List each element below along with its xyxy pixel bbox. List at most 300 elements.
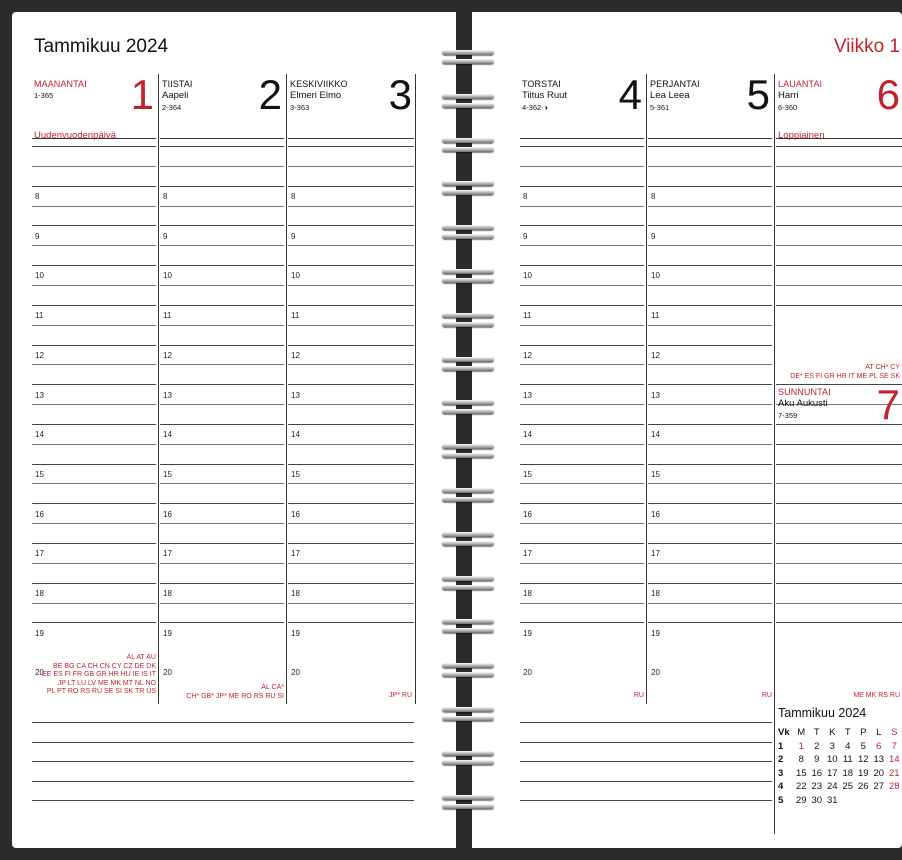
ruled-line (160, 424, 284, 425)
mini-calendar-header-cell: S (891, 727, 898, 739)
hour-label: 20 (291, 668, 300, 677)
ruled-line (32, 622, 156, 623)
ruled-line (160, 146, 284, 147)
ruled-line (288, 622, 414, 623)
ring-wire (442, 619, 494, 624)
ruled-line (648, 464, 772, 465)
country-codes-line: RU (761, 692, 772, 699)
hour-label: 19 (35, 629, 44, 638)
ruled-line (520, 503, 644, 504)
hour-label: 18 (291, 589, 300, 598)
ring-wire (442, 576, 494, 581)
day-column-torstai (520, 71, 644, 714)
hour-label: 17 (291, 549, 300, 558)
ruled-line (32, 444, 156, 445)
hour-label: 12 (163, 351, 172, 360)
ruled-line (648, 245, 772, 246)
ruled-line (648, 146, 772, 147)
spiral-ring (442, 177, 494, 199)
ruled-line (648, 325, 772, 326)
ruled-line (520, 146, 644, 147)
ruled-line (520, 325, 644, 326)
ruled-line (32, 146, 156, 147)
ring-wire (442, 541, 494, 546)
ruled-line (32, 464, 156, 465)
spiral-ring (442, 615, 494, 637)
hour-label: 19 (523, 629, 532, 638)
notes-line (32, 742, 414, 743)
spiral-ring (442, 791, 494, 813)
mini-calendar-day: 9 (814, 754, 820, 766)
hour-label: 12 (523, 351, 532, 360)
hour-label: 9 (35, 232, 40, 241)
day-count: 4-362 ◑ (522, 103, 548, 112)
hour-label: 14 (163, 430, 172, 439)
ruled-line (32, 305, 156, 306)
ruled-line (288, 285, 414, 286)
spiral-ring (442, 747, 494, 769)
ring-wire (442, 795, 494, 800)
hour-label: 8 (163, 192, 168, 201)
mini-calendar-week-number: 1 (778, 740, 784, 752)
hour-label: 11 (291, 311, 300, 320)
spiral-ring (442, 265, 494, 287)
mini-calendar-day: 13 (873, 754, 885, 766)
ruled-line (520, 523, 644, 524)
day-number: 3 (388, 71, 412, 118)
ruled-line (288, 166, 414, 167)
ruled-line (160, 444, 284, 445)
notes-line (32, 800, 414, 801)
ring-wire (442, 663, 494, 668)
sunday-number: 7 (876, 381, 900, 428)
hour-label: 16 (523, 510, 532, 519)
ruled-line (288, 583, 414, 584)
mini-calendar-week-number: 5 (778, 794, 784, 806)
ruled-line (160, 166, 284, 167)
mini-calendar-day: 11 (842, 754, 853, 766)
hour-label: 10 (35, 271, 44, 280)
mini-calendar-day (840, 794, 856, 808)
hour-label: 17 (163, 549, 172, 558)
ruled-line (160, 345, 284, 346)
ruled-line (160, 384, 284, 385)
day-number: 1 (130, 71, 154, 118)
ruled-line (160, 404, 284, 405)
ruled-line (648, 404, 772, 405)
country-codes (520, 692, 644, 701)
hour-label: 10 (291, 271, 300, 280)
mini-calendar-day (887, 794, 902, 808)
ruled-line (288, 384, 414, 385)
hour-label: 10 (163, 271, 172, 280)
mini-calendar-day: 7 (891, 740, 897, 752)
mini-calendar-day: 14 (888, 754, 900, 766)
ruled-line (32, 166, 156, 167)
ruled-line (32, 206, 156, 207)
ruled-line (160, 206, 284, 207)
mini-calendar-header-cell: T (844, 727, 851, 739)
hour-label: 9 (163, 232, 168, 241)
mini-calendar-day: 19 (857, 767, 869, 779)
hour-label: 11 (35, 311, 44, 320)
ruled-line (776, 464, 902, 465)
country-codes-line: EE ES FI FR GB GR HR HU IE IS IT (42, 671, 156, 678)
mini-calendar-day: 29 (795, 794, 807, 806)
ruled-line (288, 265, 414, 266)
ruled-line (776, 503, 902, 504)
hour-label: 19 (291, 629, 300, 638)
ruled-line (648, 523, 772, 524)
column-divider (158, 74, 159, 704)
country-codes-line: JP* RU (389, 692, 412, 699)
mini-calendar-header-cell: P (860, 727, 867, 739)
hour-label: 13 (523, 391, 532, 400)
ruled-line (288, 444, 414, 445)
hour-label: 13 (651, 391, 660, 400)
spiral-ring (442, 440, 494, 462)
ruled-line (520, 265, 644, 266)
hour-label: 12 (651, 351, 660, 360)
ruled-line (288, 543, 414, 544)
ring-wire (442, 94, 494, 99)
day-header (520, 71, 644, 139)
ring-wire (442, 488, 494, 493)
notes-line (520, 742, 772, 743)
ruled-line (520, 424, 644, 425)
ruled-line (288, 483, 414, 484)
mini-calendar-day: 15 (795, 767, 807, 779)
country-codes-line: AT CH* CY (865, 364, 900, 371)
column-divider (286, 74, 287, 704)
day-name: KESKIVIIKKO (290, 79, 348, 89)
mini-calendar-day: 8 (798, 754, 804, 766)
mini-calendar-day: 10 (826, 754, 838, 766)
ring-wire (442, 409, 494, 414)
ruled-line (776, 543, 902, 544)
ring-wire (442, 453, 494, 458)
spiral-ring (442, 528, 494, 550)
hour-label: 13 (291, 391, 300, 400)
day-number: 2 (258, 71, 282, 118)
spiral-ring (442, 572, 494, 594)
country-codes-line: JP LT LU LV ME MK MT NL NO (57, 679, 156, 687)
ruled-line (160, 325, 284, 326)
hour-label: 14 (651, 430, 660, 439)
ring-wire (442, 760, 494, 765)
ring-wire (442, 190, 494, 195)
ruled-line (288, 424, 414, 425)
ruled-line (648, 285, 772, 286)
day-name: TORSTAI (522, 79, 561, 89)
country-codes-line: AL AT AU (126, 654, 156, 661)
day-count: 1-365 (34, 91, 54, 100)
ruled-line (32, 503, 156, 504)
country-codes (288, 692, 412, 701)
hour-label: 8 (35, 192, 40, 201)
sunday-count: 7-359 (778, 411, 798, 420)
mini-calendar-day: 25 (842, 781, 854, 793)
mini-calendar-header-cell: Vk (778, 727, 790, 739)
spiral-ring (442, 221, 494, 243)
ruled-line (32, 404, 156, 405)
ruled-line (32, 186, 156, 187)
country-codes-line: RU (633, 692, 644, 699)
hour-label: 11 (163, 311, 172, 320)
hour-label: 16 (291, 510, 300, 519)
ruled-line (648, 225, 772, 226)
ruled-line (520, 206, 644, 207)
ruled-line (776, 146, 902, 147)
ruled-line (288, 225, 414, 226)
mini-calendar-header-cell: L (876, 727, 882, 739)
hour-label: 10 (523, 271, 532, 280)
hour-label: 13 (163, 391, 172, 400)
mini-calendar-day: 21 (888, 767, 900, 779)
ruled-line (160, 483, 284, 484)
ruled-line (520, 345, 644, 346)
ruled-line (32, 384, 156, 385)
spiral-ring (442, 703, 494, 725)
ruled-line (520, 464, 644, 465)
ruled-line (160, 364, 284, 365)
day-count: 6-360 (778, 103, 798, 112)
mini-calendar-day: 2 (814, 740, 820, 752)
mini-calendar-day: 31 (826, 794, 838, 806)
column-divider (646, 74, 647, 704)
mini-calendar-header-cell: K (829, 727, 836, 739)
day-name: PERJANTAI (650, 79, 700, 89)
ruled-line (32, 523, 156, 524)
ruled-line (648, 305, 772, 306)
ruled-line (32, 543, 156, 544)
country-codes-line: CH* GB* JP* ME RO RS RU SI (186, 692, 284, 700)
mini-calendar-week-number: 3 (778, 767, 784, 779)
mini-calendar-week-number: 4 (778, 781, 784, 793)
ruled-line (520, 364, 644, 365)
hour-label: 15 (651, 470, 660, 479)
ring-wire (442, 585, 494, 590)
ruled-line (288, 245, 414, 246)
ring-wire (442, 444, 494, 449)
ruled-line (520, 305, 644, 306)
day-column-maanantai (32, 71, 156, 714)
name-day: Tiitus Ruut (522, 90, 568, 101)
ruled-line (776, 583, 902, 584)
day-count: 5-361 (650, 103, 670, 112)
hour-label: 11 (651, 311, 660, 320)
mini-calendar-title: Tammikuu 2024 (778, 706, 867, 720)
country-codes-line: PL PT RO RS RU SE SI SK TR US (46, 688, 156, 695)
hour-label: 15 (523, 470, 532, 479)
ruled-line (648, 265, 772, 266)
notes-line (32, 722, 414, 723)
name-day: Lea Leea (650, 90, 690, 101)
ruled-line (160, 245, 284, 246)
ruled-line (776, 166, 902, 167)
ring-wire (442, 357, 494, 362)
spiral-ring (442, 134, 494, 156)
country-codes (648, 692, 772, 701)
ruled-line (648, 503, 772, 504)
ring-wire (442, 147, 494, 152)
mini-calendar-day: 27 (873, 781, 885, 793)
spiral-ring (442, 396, 494, 418)
country-codes-line: BE BG CA CH CN CY CZ DE DK (53, 662, 156, 670)
mini-calendar-day: 4 (845, 740, 851, 752)
hour-label: 16 (163, 510, 172, 519)
day-number: 4 (618, 71, 642, 118)
hour-label: 13 (35, 391, 44, 400)
hour-label: 14 (35, 430, 44, 439)
hour-label: 20 (163, 668, 172, 677)
ruled-line (520, 245, 644, 246)
ring-wire (442, 225, 494, 230)
ruled-line (520, 404, 644, 405)
ruled-line (520, 563, 644, 564)
ruled-line (520, 285, 644, 286)
ruled-line (32, 325, 156, 326)
ruled-line (160, 503, 284, 504)
ring-wire (442, 322, 494, 327)
ring-wire (442, 181, 494, 186)
ruled-line (288, 345, 414, 346)
country-codes-line: ME MK RS RU (853, 692, 900, 699)
ruled-line (648, 603, 772, 604)
ruled-line (288, 325, 414, 326)
ruled-line (32, 245, 156, 246)
ruled-line (776, 622, 902, 623)
ruled-line (520, 622, 644, 623)
ruled-line (288, 603, 414, 604)
hour-label: 11 (523, 311, 532, 320)
country-codes (160, 684, 284, 701)
ruled-line (288, 503, 414, 504)
column-divider (415, 74, 416, 704)
ruled-line (776, 603, 902, 604)
hour-label: 15 (291, 470, 300, 479)
ring-wire (442, 707, 494, 712)
ring-wire (442, 234, 494, 239)
mini-calendar-day (856, 794, 872, 808)
mini-calendar-day: 17 (826, 767, 838, 779)
country-codes (32, 654, 156, 697)
day-column-keskiviikko (288, 71, 414, 714)
hour-label: 20 (523, 668, 532, 677)
ruled-line (776, 225, 902, 226)
sunday-name: SUNNUNTAI (778, 387, 831, 397)
ruled-line (648, 444, 772, 445)
ruled-line (520, 444, 644, 445)
hour-label: 9 (651, 232, 656, 241)
ruled-line (648, 483, 772, 484)
ruled-line (648, 384, 772, 385)
ruled-line (648, 622, 772, 623)
ring-wire (442, 313, 494, 318)
ruled-line (648, 364, 772, 365)
notes-line (32, 781, 414, 782)
hour-label: 16 (35, 510, 44, 519)
ring-wire (442, 628, 494, 633)
ruled-line (160, 583, 284, 584)
ruled-line (288, 464, 414, 465)
hour-label: 17 (651, 549, 660, 558)
day-header (288, 71, 414, 139)
hour-label: 9 (523, 232, 528, 241)
spiral-ring (442, 90, 494, 112)
ruled-line (32, 603, 156, 604)
holiday-note: Loppiainen (778, 130, 825, 141)
hour-label: 15 (163, 470, 172, 479)
ring-wire (442, 50, 494, 55)
name-day: Elmeri Elmo (290, 90, 342, 101)
notes-line (520, 781, 772, 782)
ruled-line (288, 186, 414, 187)
mini-calendar-header-cell: T (813, 727, 820, 739)
ruled-line (776, 523, 902, 524)
day-header (648, 71, 772, 139)
mini-calendar-day: 24 (826, 781, 838, 793)
ring-wire (442, 59, 494, 64)
mini-calendar-day (871, 794, 887, 808)
ruled-line (160, 523, 284, 524)
hour-label: 17 (35, 549, 44, 558)
ruled-line (32, 563, 156, 564)
ruled-line (520, 225, 644, 226)
left-page (12, 12, 456, 848)
ruled-line (32, 424, 156, 425)
sunday-name-day: Aku Aukusti (778, 398, 828, 409)
ruled-line (776, 245, 902, 246)
ruled-line (160, 464, 284, 465)
day-name: TIISTAI (162, 79, 193, 89)
ruled-line (32, 364, 156, 365)
ruled-line (32, 285, 156, 286)
ring-wire (442, 278, 494, 283)
mini-calendar-day: 1 (798, 740, 804, 752)
mini-calendar-day: 18 (842, 767, 854, 779)
country-codes-line: DE* ES FI GR HR IT ME PL SE SK (790, 372, 900, 380)
day-column-tiistai (160, 71, 284, 714)
spiral-ring (442, 46, 494, 68)
ruled-line (160, 622, 284, 623)
day-number: 5 (746, 71, 770, 118)
day-count: 3-363 (290, 103, 310, 112)
day-column-perjantai (648, 71, 772, 714)
mini-calendar-day: 30 (811, 794, 823, 806)
mini-calendar-header-cell: M (797, 727, 806, 739)
mini-calendar-day: 23 (811, 781, 823, 793)
ruled-line (288, 305, 414, 306)
hour-label: 18 (35, 589, 44, 598)
ruled-line (776, 305, 902, 306)
name-day: Harri (778, 90, 799, 101)
ruled-line (648, 345, 772, 346)
mini-calendar-day: 3 (829, 740, 835, 752)
day-count: 2-364 (162, 103, 182, 112)
country-codes-line: AL CA* (261, 684, 284, 691)
ring-wire (442, 269, 494, 274)
spiral-ring (442, 484, 494, 506)
month-title: Tammikuu 2024 (34, 36, 169, 57)
ruled-line (160, 225, 284, 226)
ruled-line (32, 583, 156, 584)
hour-label: 20 (651, 668, 660, 677)
hour-label: 8 (291, 192, 296, 201)
hour-label: 12 (291, 351, 300, 360)
ring-wire (442, 672, 494, 677)
right-page (472, 12, 902, 848)
